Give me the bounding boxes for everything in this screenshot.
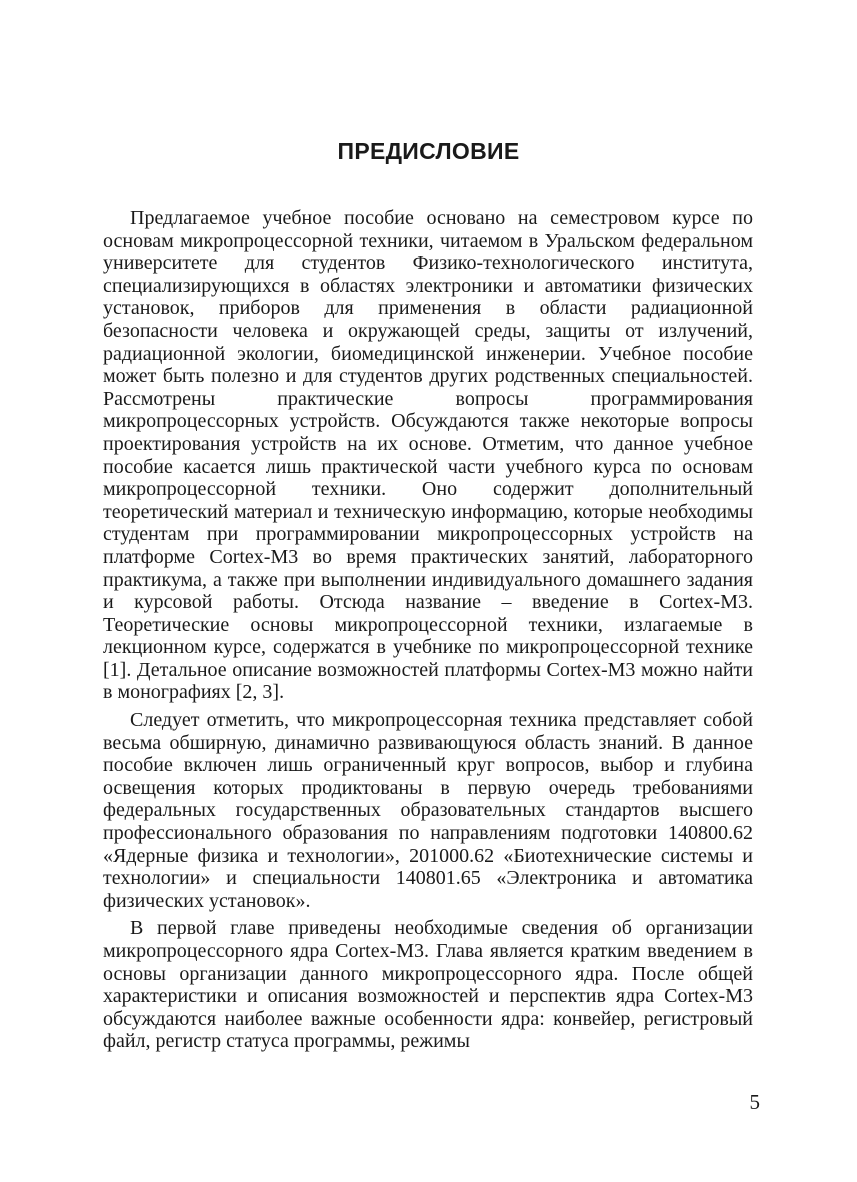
- preface-body: [103, 207, 753, 1058]
- page-number: 5: [749, 1090, 760, 1114]
- paragraph-1: Предлагаемое учебное пособие основано на семестровом курсе по основам микропроцессорной техники, читаемом в Уральском федеральном университете для студентов Физико-технологического института, специализирующихся в областях электроники и автоматики физических установок, приборов для применения в области радиационной безопасности человека и окружающей среды, защиты от излучений, радиационной экологии, биомедицинской инженерии. Учебное пособие может быть полезно и для студентов других родственных специальностей. Рассмотрены практические вопросы программирования микропроцессорных устройств. Обсуждаются также некоторые вопросы проектирования устройств на их основе. Отметим, что данное учебное пособие касается лишь практической части учебного курса по основам микропроцессорной техники. Оно содержит дополнительный теоретический материал и техническую информацию, которые необходимы студентам при программировании микропроцессорных устройств на платформе Cortex-M3 во время практических занятий, лабораторного практикума, а также при выполнении индивидуального домашнего задания и курсовой работы. Отсюда название – введение в Cortex-M3. Теоретические основы микропроцессорной техники, излагаемые в лекционном курсе, содержатся в учебнике по микропроцессорной технике [1]. Детальное описание возможностей платформы Cortex-M3 можно найти в монографиях [2, 3].: [103, 207, 753, 704]
- page-title: ПРЕДИСЛОВИЕ: [337, 138, 520, 164]
- paragraph-2: Следует отметить, что микропроцессорная техника представляет собой весьма обширную, динамично развивающуюся область знаний. В данное пособие включен лишь ограниченный круг вопросов, выбор и глубина освещения которых продиктованы в первую очередь требованиями федеральных государственных образовательных стандартов высшего профессионального образования по направлениям подготовки 140800.62 «Ядерные физика и технологии», 201000.62 «Биотехнические системы и технологии» и специальности 140801.65 «Электроника и автоматика физических установок».: [103, 709, 753, 912]
- paragraph-3: В первой главе приведены необходимые сведения об организации микропроцессорного ядра Cortex-M3. Глава является кратким введением в основы организации данного микропроцессорного ядра. После общей характеристики и описания возможностей и перспектив ядра Cortex-M3 обсуждаются наиболее важные особенности ядра: конвейер, регистровый файл, регистр статуса программы, режимы: [103, 917, 753, 1053]
